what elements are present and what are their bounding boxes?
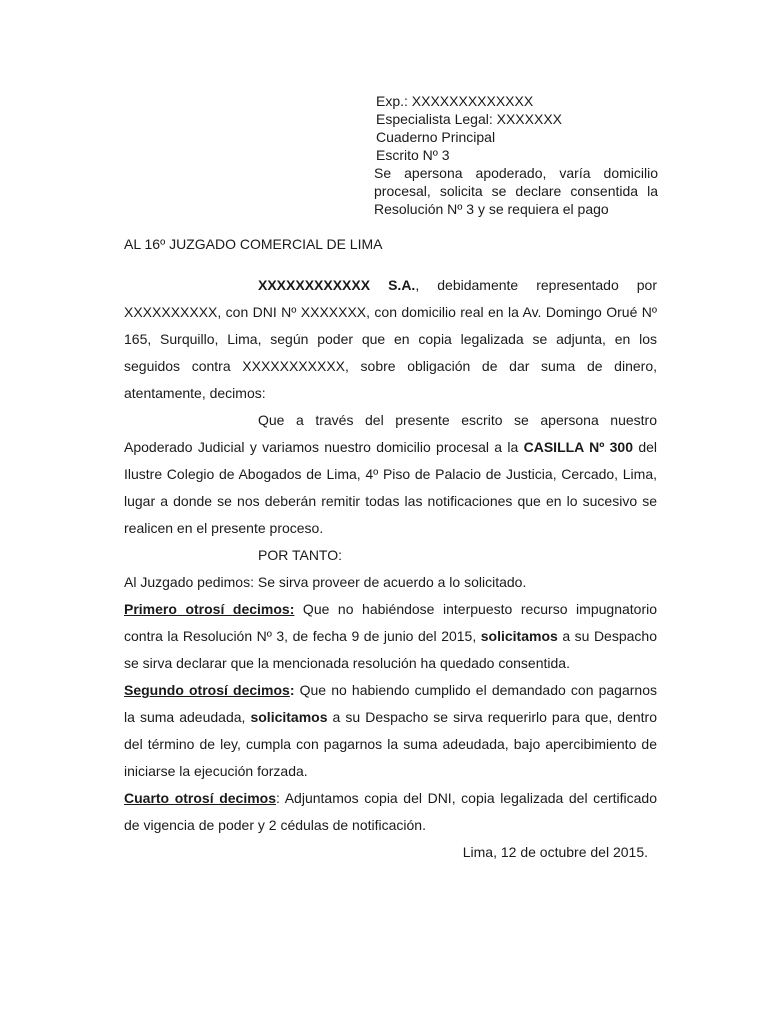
otrosi-first-text: Que no habiéndose interpuesto recurso impugnatorio contra la Resolución Nº 3, de fecha 9 de junio del 2015, [124, 601, 657, 644]
place-date-closing: Lima, 12 de octubre del 2015. [462, 844, 648, 860]
court-addressee: AL 16º JUZGADO COMERCIAL DE LIMA [124, 236, 383, 252]
otrosi-second-text-end: a su Despacho se sirva requerirlo para que, dentro del término de ley, cumpla con pagarnos la suma adeudada, bajo apercibimiento de iniciarse la ejecución forzada. [124, 709, 657, 779]
legal-specialist: Especialista Legal: XXXXXXX [376, 111, 562, 127]
otrosi-first-bold: solicitamos [480, 628, 558, 644]
otrosi-first-paragraph [124, 596, 657, 677]
otrosi-second-bold: solicitamos [250, 709, 328, 725]
otrosi-fourth-paragraph [124, 785, 657, 839]
filing-summary: Se apersona apoderado, varía domicilio procesal, solicita se declare consentida la Resolución Nº 3 y se requiera el pago [374, 165, 658, 217]
otrosi-second-paragraph [124, 677, 657, 785]
otrosi-second-label: Segundo otrosí decimos [124, 682, 290, 698]
otrosi-fourth-label: Cuarto otrosí decimos [124, 790, 276, 806]
otrosi-first-label: Primero otrosí decimos: [124, 601, 295, 617]
intro-paragraph [124, 272, 657, 407]
filing-number: Escrito Nº 3 [376, 147, 450, 163]
otrosi-first-text-end: a su Despacho se sirva declarar que la mencionada resolución ha quedado consentida. [124, 628, 657, 671]
case-header [374, 92, 658, 218]
main-text-before: Que a través del presente escrito se apersona nuestro Apoderado Judicial y variamos nuestro domicilio procesal a la [124, 412, 657, 455]
petition-paragraph: Al Juzgado pedimos: Se sirva proveer de acuerdo a lo solicitado. [124, 574, 527, 590]
casilla-number: CASILLA Nº 300 [523, 439, 633, 455]
company-name: XXXXXXXXXXXX S.A. [258, 277, 416, 293]
document-body [124, 272, 657, 866]
por-tanto-heading: POR TANTO: [258, 547, 343, 563]
intro-text: , debidamente representado por XXXXXXXXXX, con DNI Nº XXXXXXX, con domicilio real en la Av. Domingo Orué Nº 165, Surquillo, Lima, según poder que en copia legalizada se adjunta, en los seguidos contra XXXXXXXXXXX, sobre obligación de dar suma de dinero, atentamente, decimos: [124, 277, 658, 401]
otrosi-second-text: Que no habiendo cumplido el demandado con pagarnos la suma adeudada, [124, 682, 657, 725]
expediente-number: Exp.: XXXXXXXXXXXXX [376, 93, 534, 109]
otrosi-fourth-text: : Adjuntamos copia del DNI, copia legalizada del certificado de vigencia de poder y 2 cédulas de notificación. [124, 790, 657, 833]
main-paragraph [124, 407, 657, 542]
otrosi-second-colon: : [289, 682, 295, 698]
notebook-label: Cuaderno Principal [376, 129, 496, 145]
main-text-after: del Ilustre Colegio de Abogados de Lima, 4º Piso de Palacio de Justicia, Cercado, Lima, lugar a donde se nos deberán remitir todas las notificaciones que en lo sucesivo se realicen en el presente proceso. [124, 439, 658, 536]
